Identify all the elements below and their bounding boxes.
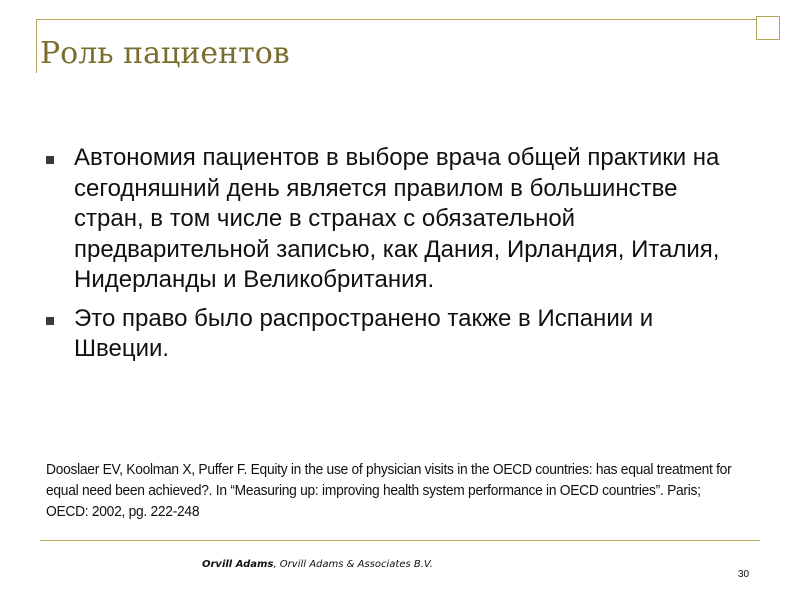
- corner-square-decoration: [756, 16, 780, 40]
- left-rule: [36, 19, 37, 73]
- slide-title: Роль пациентов: [40, 36, 290, 71]
- bottom-rule: [40, 540, 760, 541]
- footer-author: Orvill Adams: [202, 559, 274, 570]
- bullet-item: [46, 304, 746, 365]
- footer: [202, 559, 433, 570]
- top-rule: [36, 19, 780, 20]
- reference-citation: Dooslaer EV, Koolman X, Puffer F. Equity in the use of physician visits in the OECD countries: has equal treatment for equal need been achieved?. In “Measuring up: improving health system performance in OECD countries”. Paris; OECD: 2002, pg. 222-248: [46, 461, 732, 520]
- page-number: 30: [738, 569, 750, 580]
- square-bullet-icon: [46, 317, 54, 325]
- bullet-item: [46, 143, 746, 296]
- footer-company: , Orvill Adams & Associates B.V.: [273, 559, 433, 570]
- bullet-text: Автономия пациентов в выборе врача общей практики на сегодняшний день является правилом в большинстве стран, в том числе в странах с обязательной предварительной записью, как Дания, Ирландия, Италия, Нидерланды и Великобритания.: [74, 144, 720, 293]
- bullet-list: [46, 143, 746, 373]
- bullet-text: Это право было распространено также в Испании и Швеции.: [74, 304, 654, 362]
- square-bullet-icon: [46, 156, 54, 164]
